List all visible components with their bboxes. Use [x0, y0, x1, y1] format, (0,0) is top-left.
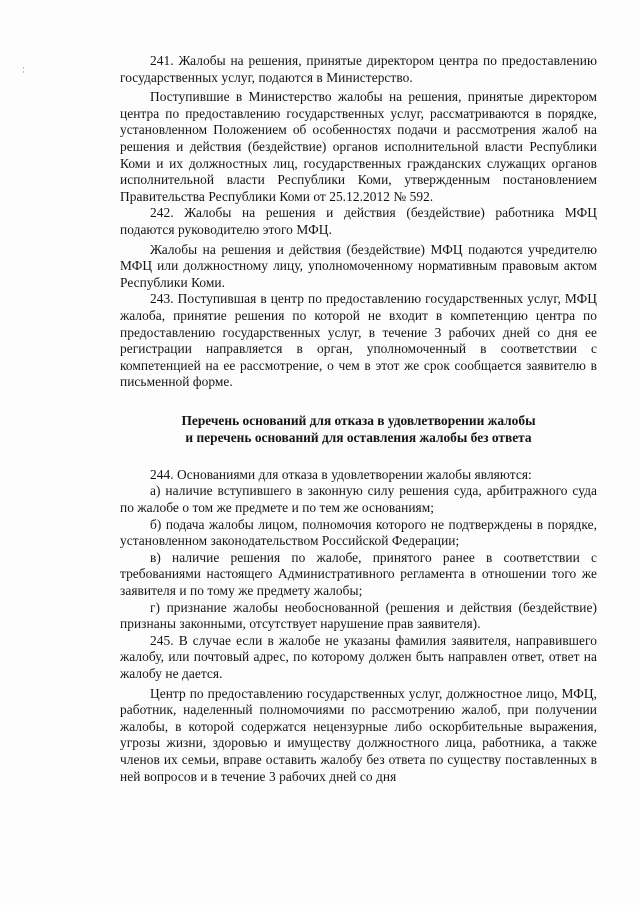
section-heading-line-2: и перечень оснований для оставления жалобы без ответа [185, 429, 532, 445]
paragraph-244-v: в) наличие решения по жалобе, принятого ранее в соответствии с требованиями настоящего Административного регламента в отношении того же заявителя и по тому же предмету жалобы; [120, 549, 597, 599]
paragraph-245: 245. В случае если в жалобе не указаны фамилия заявителя, направившего жалобу, или почтовый адрес, по которому должен быть направлен ответ, ответ на жалобу не дается. [120, 632, 597, 681]
section-heading-line-1: Перечень оснований для отказа в удовлетворении жалобы [181, 412, 536, 428]
paragraph-241: 241. Жалобы на решения, принятые директором центра по предоставлению государственных услуг, подаются в Министерство. [120, 53, 597, 85]
paragraph-244-g: г) признание жалобы необоснованной (решения и действия (бездействие) признаны законными, отсутствует нарушение прав заявителя). [120, 599, 597, 632]
document-body [120, 53, 597, 785]
paragraph-241-procedure: Поступившие в Министерство жалобы на решения, принятые директором центра по предоставлению государственных услуг, рассматриваются в порядке, установленном Положением об особенностях подачи и рассмотрения жалоб на решения и действия (бездействие) органов исполнительной власти Республики Коми и их должностных лиц, государственных гражданских служащих органов исполнительной власти Республики Коми, утвержденным постановлением Правительства Республики Коми от 25.12.2012 № 592. [120, 89, 597, 204]
scan-artifact-mark: · · [22, 63, 25, 77]
paragraph-242: 242. Жалобы на решения и действия (бездействие) работника МФЦ подаются руководителю этого МФЦ. [120, 205, 597, 237]
paragraph-242-mfc: Жалобы на решения и действия (бездействие) МФЦ подаются учредителю МФЦ или должностному лицу, уполномоченному нормативным правовым актом Республики Коми. [120, 241, 597, 290]
paragraph-244-b: б) подача жалобы лицом, полномочия которого не подтверждены в порядке, установленном законодательством Российской Федерации; [120, 516, 597, 549]
paragraph-245-offensive: Центр по предоставлению государственных услуг, должностное лицо, МФЦ, работник, наделенный полномочиями по рассмотрению жалоб, при получении жалобы, в которой содержатся нецензурные либо оскорбительные выражения, угрозы жизни, здоровью и имуществу должностного лица, работника, а также членов их семьи, вправе оставить жалобу без ответа по существу поставленных в ней вопросов и в течение 3 рабочих дней со дня [120, 685, 597, 784]
paragraph-243: 243. Поступившая в центр по предоставлению государственных услуг, МФЦ жалоба, принятие решения по которой не входит в компетенцию центра по предоставлению государственных услуг, в течение 3 рабочих дней со дня ее регистрации направляется в орган, уполномоченный в соответствии с компетенцией на ее рассмотрение, о чем в этот же срок сообщается заявителю в письменной форме. [120, 291, 597, 390]
paragraph-244: 244. Основаниями для отказа в удовлетворении жалобы являются: [150, 466, 532, 482]
paragraph-244-a: а) наличие вступившего в законную силу решения суда, арбитражного суда по жалобе о том же предмете и по тем же основаниям; [120, 483, 597, 516]
